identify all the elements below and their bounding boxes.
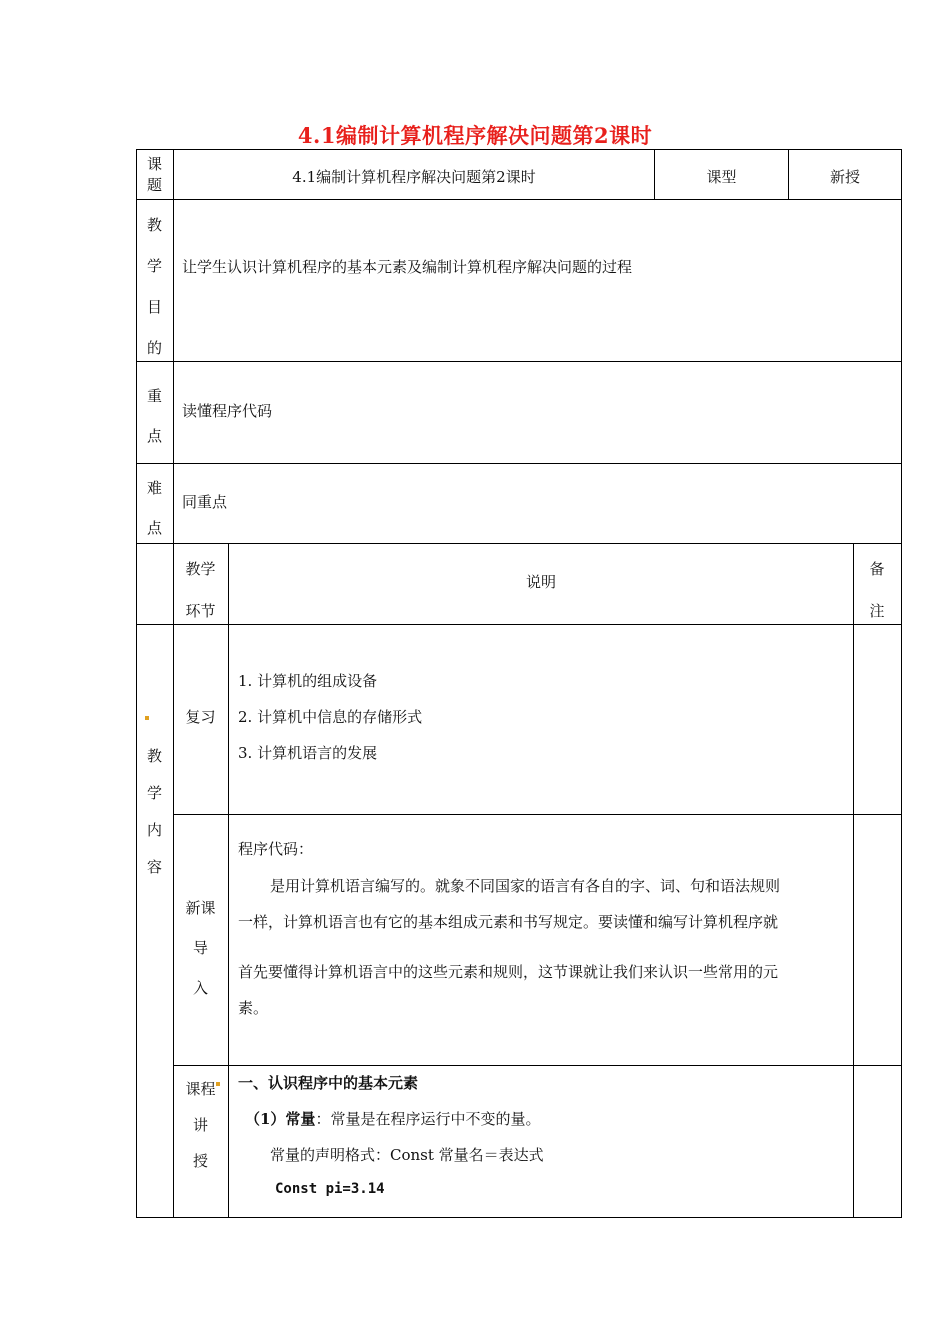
constant-example: Const pi=3.14 [275,1181,385,1197]
intro-heading: 程序代码： [238,840,314,858]
lesson-type-value: 新授 [829,168,860,186]
marker-dot [145,716,149,720]
review-item: 2. 计算机中信息的存储形式 [238,708,423,726]
intro-line: 首先要懂得计算机语言中的这些元素和规则，这节课就让我们来认识一些常用的元 [238,963,779,981]
review-item: 3. 计算机语言的发展 [238,744,378,762]
stage-column-header: 教学 环节 [185,560,216,620]
intro-line: 素。 [238,999,269,1017]
topic-value: 4.1编制计算机程序解决问题第2课时 [292,168,536,186]
constant-description: ：常量是在程序运行中不变的量。 [315,1110,541,1128]
review-item: 1. 计算机的组成设备 [238,672,378,690]
difficulty-label: 难 点 [146,479,162,537]
objective-text: 让学生认识计算机程序的基本元素及编制计算机程序解决问题的过程 [182,258,633,276]
difficulty-text: 同重点 [182,493,228,511]
content-label: 教 学 内 容 [146,747,162,876]
objective-label: 教 学 目 的 [146,216,162,357]
topic-label: 课 题 [146,155,162,194]
constant-definition [245,1108,540,1129]
marker-dot [216,1082,220,1086]
intro-line: 一样，计算机语言也有它的基本组成元素和书写规定。要读懂和编写计算机程序就 [238,913,779,931]
intro-label: 新课 导 入 [185,899,216,997]
explain-column-header: 说明 [525,573,556,591]
lecture-heading: 一、认识程序中的基本元素 [238,1074,419,1092]
lesson-type-label: 课型 [706,168,737,186]
intro-line: 是用计算机语言编写的。就象不同国家的语言有各自的字、词、句和语法规则 [270,877,781,895]
note-column-header: 备 注 [869,560,885,620]
constant-term: （1）常量 [245,1110,316,1128]
key-point-text: 读懂程序代码 [182,402,273,420]
lecture-label: 课程 讲 授 [185,1080,216,1170]
key-point-label: 重 点 [146,387,162,445]
constant-format: 常量的声明格式：Const 常量名＝表达式 [270,1146,544,1164]
document-title: 4.1编制计算机程序解决问题第2课时 [297,123,653,148]
review-label: 复习 [185,708,216,726]
